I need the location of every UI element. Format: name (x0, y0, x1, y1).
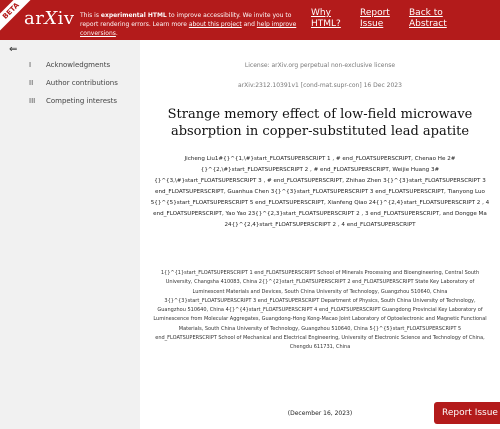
nav-line: Back to (409, 8, 443, 18)
paper-date: (December 16, 2023) (287, 410, 353, 417)
experimental-notice (80, 11, 308, 38)
notice-text: This is (80, 12, 101, 19)
logo-ar: ar (24, 8, 45, 29)
toc-label: Competing interests (46, 97, 118, 105)
back-to-abstract-link[interactable] (409, 8, 447, 30)
toc-number: III (29, 97, 36, 105)
help-improve-link[interactable]: help improve conversions (80, 21, 297, 37)
toc-item-acknowledgments[interactable] (29, 61, 137, 79)
notice-bold: experimental HTML (100, 12, 167, 19)
toc-label: Author contributions (46, 79, 118, 87)
arxiv-logo[interactable] (24, 8, 75, 29)
arxiv-id: arXiv:2312.10391v1 [cond-mat.supr-con] 16 Dec 2023 (238, 82, 402, 89)
nav-line: Issue (360, 19, 384, 29)
nav-line: HTML? (311, 19, 341, 29)
author-list: Jicheng Liu1#{}^{1,\#}start_FLOATSUPERSCRIPT 1 , # end_FLOATSUPERSCRIPT, Chenao He 2#{}^{2,\#}start_FLOATSUPERSCRIPT 2 , # end_FLOATSUPERSCRIPT, Weijie Huang 3#{}^{3,\#}start_FLOATSUPERSCRIPT 3 , # end_FLOATSUPERSCRIPT, Zhihao Zhen 3{}^{3}start_FLOATSUPERSCRIPT 3 end_FLOATSUPERSCRIPT, Guanhua Chen 3{}^{3}start_FLOATSUPERSCRIPT 3 end_FLOATSUPERSCRIPT, Tianyong Luo 5{}^{5}start_FLOATSUPERSCRIPT 5 end_FLOATSUPERSCRIPT, Xianfeng Qiao 24{}^{2,4}start_FLOATSUPERSCRIPT 2 , 4 end_FLOATSUPERSCRIPT, Yao Yao 23{}^{2,3}start_FLOATSUPERSCRIPT 2 , 3 end_FLOATSUPERSCRIPT, and Dongge Ma 24{}^{2,4}start_FLOATSUPERSCRIPT 2 , 4 end_FLOATSUPERSCRIPT (150, 156, 490, 228)
notice-and: and (241, 21, 257, 28)
collapse-sidebar-icon[interactable]: ⇐ (9, 44, 18, 55)
toc-label: Acknowledgments (46, 61, 111, 69)
logo-iv: iv (57, 8, 75, 29)
beta-ribbon: BETA (0, 0, 34, 34)
toc-item-competing-interests[interactable] (29, 97, 137, 115)
toc-sidebar (0, 40, 140, 429)
header-bar (0, 0, 500, 40)
logo-x: X (44, 8, 58, 29)
nav-line: Abstract (409, 19, 447, 29)
about-project-link[interactable]: about this project (188, 21, 242, 28)
notice-end: . (115, 30, 118, 37)
article-main (140, 40, 500, 429)
toc-item-author-contributions[interactable] (29, 79, 137, 97)
paper-title: Strange memory effect of low-field microwave absorption in copper-substituted lead apatite (167, 107, 473, 139)
license-text: License: arXiv.org perpetual non-exclusive license (244, 62, 396, 69)
toc-number: II (29, 79, 34, 87)
why-html-link[interactable] (311, 8, 341, 30)
nav-line: Report (360, 8, 390, 18)
report-issue-link[interactable] (360, 8, 390, 30)
notice-text-2: to improve accessibility. We invite you to report rendering errors. Learn more (80, 12, 292, 28)
nav-line: Why (311, 8, 331, 18)
affiliations: 1{}^{1}start_FLOATSUPERSCRIPT 1 end_FLOATSUPERSCRIPT School of Minerals Processing and Bioengineering, Central South University, Changsha 410083, China 2{}^{2}start_FLOATSUPERSCRIPT 2 end_FLOATSUPERSCRIPT State Key Laboratory of Luminescent Materials and Devices, South China University of Technology, Guangzhou 510640, China 3{}^{3}start_FLOATSUPERSCRIPT 3 end_FLOATSUPERSCRIPT Department of Physics, South China University of Technology, Guangzhou 510640, China 4{}^{4}start_FLOATSUPERSCRIPT 4 end_FLOATSUPERSCRIPT Guangdong Provincial Key Laboratory of Luminescence from Molecular Aggregates, Guangdong-Hong Kong-Macao Joint Laboratory of Optoelectronic and Magnetic Functional Materials, South China University of Technology, Guangzhou 510640, China 5{}^{5}start_FLOATSUPERSCRIPT 5 end_FLOATSUPERSCRIPT School of Mechanical and Electrical Engineering, University of Electronic Science and Technology of China, Chengdu 611731, China (153, 270, 487, 351)
report-issue-button[interactable]: Report Issue (434, 402, 500, 424)
table-of-contents (29, 61, 137, 115)
toc-number: I (29, 61, 32, 69)
